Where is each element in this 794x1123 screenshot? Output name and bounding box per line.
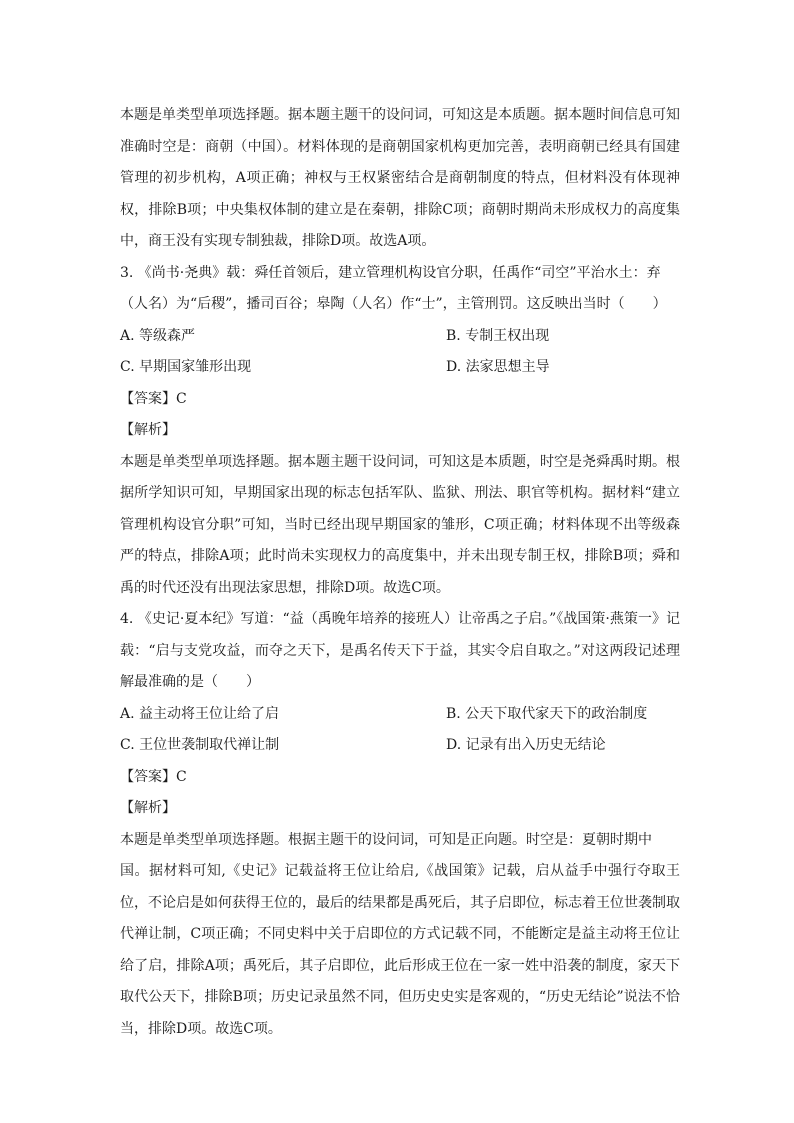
question-4 xyxy=(120,604,680,1045)
q2-analysis-text: 本题是单类型单项选择题。据本题主题干的设问词，可知这是本质题。据本题时间信息可知准确时空是：商朝（中国）。材料体现的是商朝国家机构更加完善，表明商朝已经具有国建管理的初步机构，A项正确；神权与王权紧密结合是商朝制度的特点，但材料没有体现神权，排除B项；中央集权体制的建立是在秦朝，排除C项；商朝时期尚未形成权力的高度集中，商王没有实现专制独裁，排除D项。故选A项。 xyxy=(120,107,680,249)
q4-stem: 4. 《史记·夏本纪》写道：“益（禹晚年培养的接班人）让帝禹之子启。”《战国策·燕策一》记载：“启与支党攻益，而夺之天下，是禹名传天下于益，其实令启自取之。”对这两段记述理解最准确的是（ ） xyxy=(120,611,680,690)
q3-stem-line-1: 3. 《尚书·尧典》载：舜任首领后，建立管理机构设官分职，任禹作“司空”平治水土：弃 xyxy=(120,264,661,281)
q3-analysis-text: 本题是单类型单项选择题。据本题主题干设问词，可知这是本质题，时空是尧舜禹时期。根据所学知识可知，早期国家出现的标志包括军队、监狱、刑法、职官等机构。据材料“建立管理机构设官分职”可知，当时已经出现早期国家的雏形，C项正确；材料体现不出等级森严的特点，排除A项；此时尚未实现权力的高度集中，并未出现专制王权，排除B项；舜和禹的时代还没有出现法家思想，排除D项。故选C项。 xyxy=(120,453,680,596)
q3-analysis-label: 【解析】 xyxy=(120,422,176,438)
q3-options-row-1 xyxy=(120,321,680,353)
q4-answer: 【答案】C xyxy=(120,768,187,785)
document-content xyxy=(120,100,680,1045)
q4-options-row-1 xyxy=(120,699,680,731)
q4-options-row-2 xyxy=(120,730,680,762)
q3-option-c: C. 早期国家雏形出现 xyxy=(120,359,252,375)
q4-analysis-line-1: 本题是单类型单项选择题。根据主题干的设问词，可知是正向题。时空是：夏朝时期中 xyxy=(120,831,652,848)
q4-option-a: A. 益主动将王位让给了启 xyxy=(120,705,280,722)
q3-stem-line-2: （人名）为“后稷”，播司百谷；皋陶（人名）作“士”，主管刑罚。这反映出当时（ ） xyxy=(120,296,667,312)
q3-options-row-2 xyxy=(120,352,680,384)
q3-answer: 【答案】C xyxy=(120,390,187,407)
q3-option-d: D. 法家思想主导 xyxy=(446,359,550,375)
q4-option-d: D. 记录有出入历史无结论 xyxy=(446,737,606,753)
q4-option-b: B. 公天下取代家天下的政治制度 xyxy=(446,705,648,722)
question-3 xyxy=(120,258,680,605)
q4-analysis-label: 【解析】 xyxy=(120,800,176,816)
q4-analysis-text: 国。据材料可知,《史记》记载益将王位让给启,《战国策》记载，启从益手中强行夺取王位，不论启是如何获得王位的，最后的结果都是禹死后，其子启即位，标志着王位世袭制取代禅让制，C项正确；不同史料中关于启即位的方式记载不同，不能断定是益主动将王位让给了启，排除A项；禹死后，其子启即位，此后形成王位在一家一姓中沿袭的制度，家天下取代公天下，排除B项；历史记录虽然不同，但历史史实是客观的，“历史无结论”说法不恰当，排除D项。故选C项。 xyxy=(120,863,680,1037)
q3-option-a: A. 等级森严 xyxy=(120,327,196,344)
q3-option-b: B. 专制王权出现 xyxy=(446,327,550,344)
q4-option-c: C. 王位世袭制取代禅让制 xyxy=(120,737,280,753)
